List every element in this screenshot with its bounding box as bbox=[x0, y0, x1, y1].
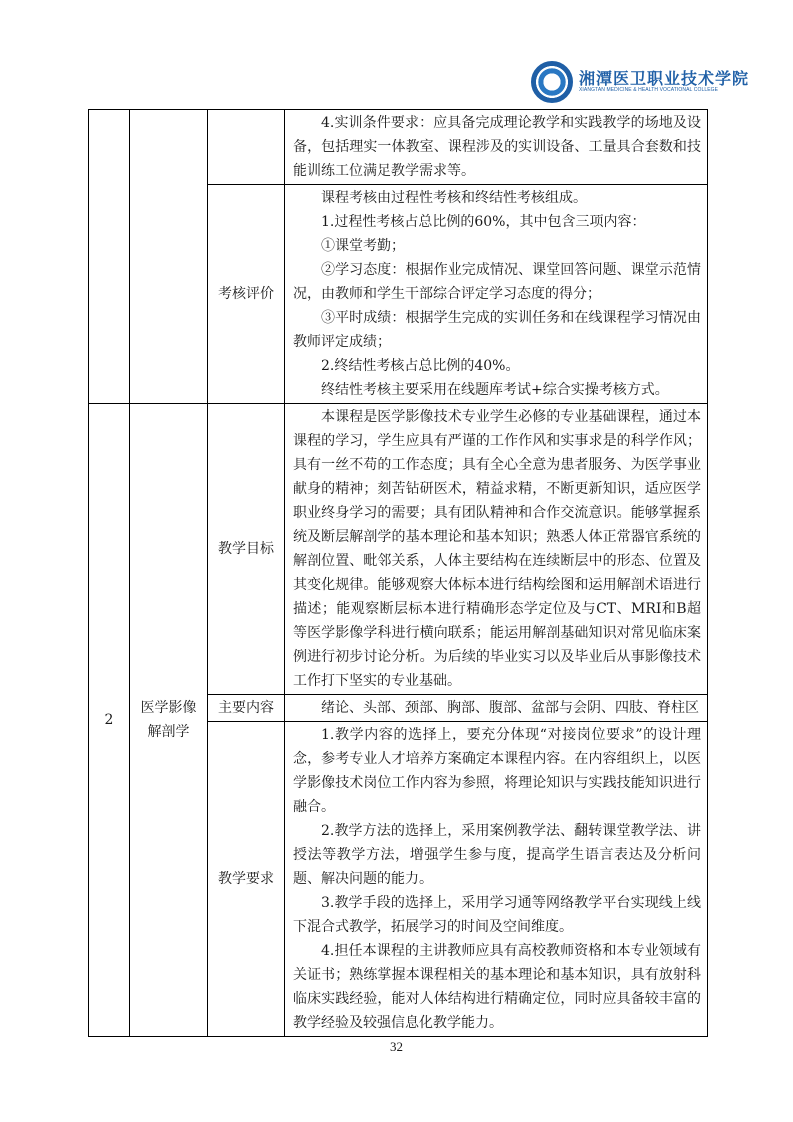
course-name-line1: 医学影像 bbox=[140, 700, 197, 716]
objective-cell bbox=[285, 404, 708, 695]
assessment-line: 1.过程性考核占总比例的60%，其中包含三项内容： bbox=[321, 214, 646, 230]
content-label: 主要内容 bbox=[208, 695, 285, 722]
college-brand bbox=[579, 70, 749, 93]
assessment-line: ②学习态度：根据作业完成情况、课堂回答问题、课堂示范情况，由教师和学生干部综合评定学习态度的得分； bbox=[293, 262, 701, 302]
empty-label-cell bbox=[208, 110, 285, 185]
training-conditions-cell bbox=[285, 110, 708, 185]
page-number: 32 bbox=[390, 1039, 403, 1054]
course-name-line2: 解剖学 bbox=[147, 724, 190, 740]
page-header bbox=[531, 58, 750, 106]
assessment-label: 考核评价 bbox=[208, 185, 285, 404]
assessment-line: ③平时成绩：根据学生完成的实训任务和在线课程学习情况由教师评定成绩； bbox=[293, 310, 701, 350]
table-row bbox=[89, 404, 708, 695]
requirement-label: 教学要求 bbox=[208, 722, 285, 1037]
content-text: 绪论、头部、颈部、胸部、腹部、盆部与会阴、四肢、脊柱区 bbox=[321, 700, 699, 716]
college-name: 湘潭医卫职业技术学院 bbox=[579, 69, 750, 89]
course-table bbox=[88, 109, 708, 1037]
table-row bbox=[89, 110, 708, 185]
requirement-para: 4.担任本课程的主讲教师应具有高校教师资格和本专业领域有关证书；熟练掌握本课程相关的基本理论和基本知识，具有放射科临床实践经验，能对人体结构进行精确定位，同时应具备较丰富的教学经验及较强信息化教学能力。 bbox=[293, 943, 701, 1031]
content-cell bbox=[285, 695, 708, 722]
objective-text: 本课程是医学影像技术专业学生必修的专业基础课程，通过本课程的学习，学生应具有严谨的工作作风和实事求是的科学作风；具有一丝不苟的工作态度；具有全心全意为患者服务、为医学事业献身的精神；刻苦钻研医术，精益求精，不断更新知识，适应医学职业终身学习的需要；具有团队精神和合作交流意识。能够掌握系统及断层解剖学的基本理论和基本知识；熟悉人体正常器官系统的解剖位置、毗邻关系，人体主要结构在连续断层中的形态、位置及其变化规律。能够观察大体标本进行结构绘图和运用解剖术语进行描述；能观察断层标本进行精确形态学定位及与CT、MRI和B超等医学影像学科进行横向联系；能运用解剖基础知识对常见临床案例进行初步讨论分析。为后续的毕业实习以及毕业后从事影像技术工作打下坚实的专业基础。 bbox=[293, 409, 701, 689]
assessment-line: ①课堂考勤； bbox=[321, 238, 405, 254]
assessment-line: 课程考核由过程性考核和终结性考核组成。 bbox=[321, 190, 587, 206]
requirement-para: 1.教学内容的选择上，要充分体现“对接岗位要求”的设计理念，参考专业人才培养方案确定本课程内容。在内容组织上，以医学影像技术岗位工作内容为参照，将理论知识与实践技能知识进行融合。 bbox=[293, 727, 701, 815]
requirement-para: 3.教学手段的选择上，采用学习通等网络教学平台实现线上线下混合式教学，拓展学习的时间及空间维度。 bbox=[293, 895, 701, 935]
course-number: 2 bbox=[89, 404, 130, 1037]
empty-course-cell bbox=[130, 110, 208, 404]
empty-number-cell bbox=[89, 110, 130, 404]
college-logo-icon bbox=[531, 61, 573, 103]
objective-label: 教学目标 bbox=[208, 404, 285, 695]
requirement-para: 2.教学方法的选择上，采用案例教学法、翻转课堂教学法、讲授法等教学方法，增强学生参与度，提高学生语言表达及分析问题、解决问题的能力。 bbox=[293, 823, 701, 887]
assessment-cell bbox=[285, 185, 708, 404]
training-conditions-text: 4.实训条件要求：应具备完成理论教学和实践教学的场地及设备，包括理实一体教室、课程涉及的实训设备、工量具合套数和技能训练工位满足教学需求等。 bbox=[293, 115, 701, 179]
requirement-cell bbox=[285, 722, 708, 1037]
course-name-cell bbox=[130, 404, 208, 1037]
assessment-line: 终结性考核主要采用在线题库考试+综合实操考核方式。 bbox=[321, 382, 669, 398]
college-name-en: XIANGTAN MEDICINE & HEALTH VOCATIONAL COLLEGE bbox=[579, 87, 719, 94]
assessment-line: 2.终结性考核占总比例的40%。 bbox=[321, 358, 520, 374]
